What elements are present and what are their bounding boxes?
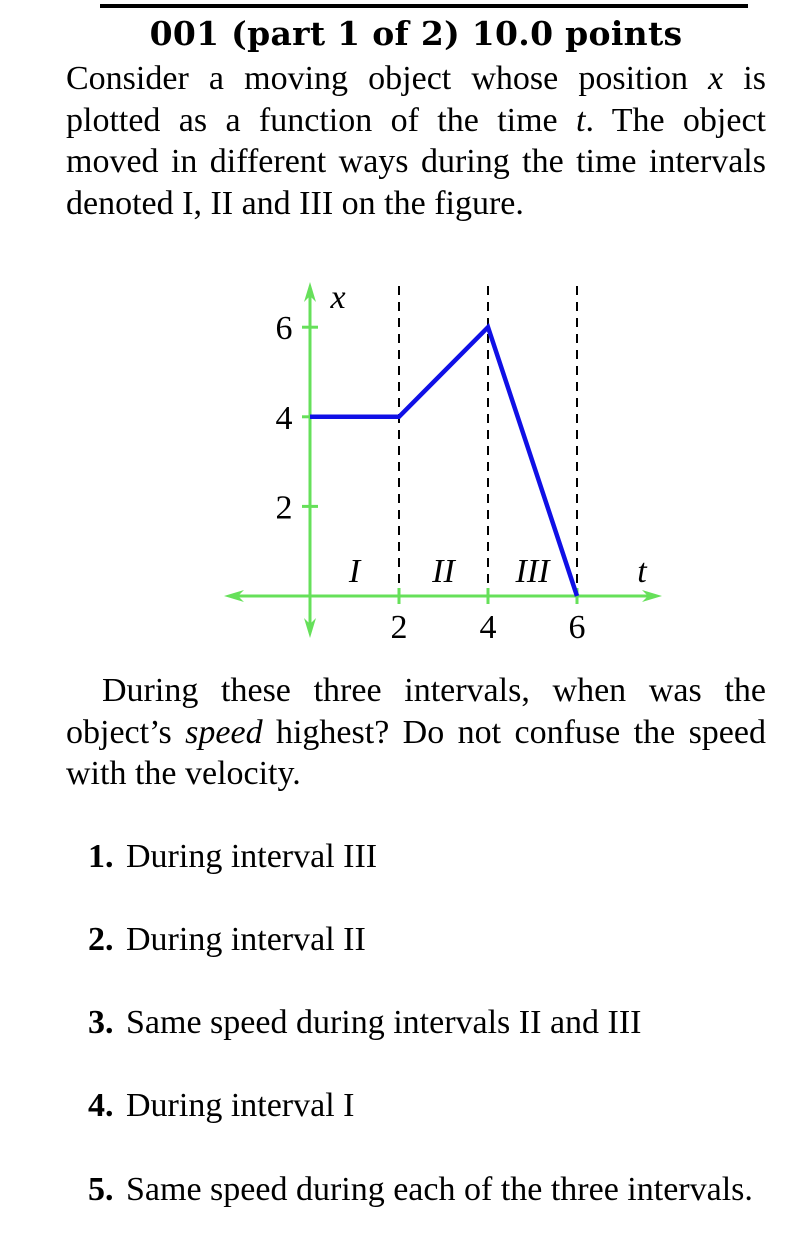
y-tick-label-6: 6 [275, 310, 293, 348]
problem-intro [66, 58, 766, 224]
choice-5[interactable] [66, 1169, 766, 1211]
problem-header: 001 (part 1 of 2) 10.0 points [149, 14, 683, 53]
choice-2[interactable] [88, 919, 766, 961]
question-text-2: highest? Do not confuse the speed with the velocity. [66, 713, 766, 792]
choice-text: Same speed during each of the three intervals. [126, 1171, 753, 1208]
x-axis-label: t [637, 553, 647, 590]
choice-4[interactable] [88, 1085, 766, 1127]
interval-label-II: II [432, 553, 455, 590]
y-tick-label-4: 4 [275, 399, 293, 437]
choice-3[interactable] [88, 1002, 766, 1044]
intro-var-x: x [708, 60, 724, 97]
choice-number: 4. [88, 1087, 114, 1124]
choice-1[interactable] [88, 836, 766, 878]
chart-svg [200, 272, 680, 652]
interval-label-I: I [348, 553, 361, 590]
y-axis-label: x [330, 279, 346, 316]
question-emphasis: speed [185, 713, 263, 751]
choice-text: During interval III [126, 838, 378, 875]
intro-text-2: is plotted as a function of the time [66, 60, 766, 139]
choice-number: 5. [88, 1171, 114, 1208]
position-time-graph [200, 272, 680, 652]
x-tick-label-4: 4 [479, 609, 497, 646]
question-text-1: During these three intervals, when was the object’s [66, 672, 766, 751]
intro-text-3: . The object moved in different ways during the time intervals denoted I, II and III on the figure. [66, 101, 767, 222]
x-tick-label-2: 2 [390, 609, 408, 646]
y-tick-label-2: 2 [275, 489, 293, 527]
choice-number: 2. [88, 921, 114, 958]
intro-text-1: Consider a moving object whose position [66, 60, 709, 97]
choice-text: During interval II [126, 921, 366, 958]
choice-text: Same speed during intervals II and III [126, 1004, 642, 1041]
choice-text: During interval I [126, 1087, 355, 1124]
top-rule [100, 4, 748, 8]
interval-label-III: III [515, 553, 550, 590]
choice-number: 3. [88, 1004, 114, 1041]
choice-number: 1. [88, 838, 114, 875]
x-tick-label-6: 6 [568, 609, 586, 646]
question-text [66, 670, 766, 795]
intro-var-t: t [576, 101, 586, 139]
